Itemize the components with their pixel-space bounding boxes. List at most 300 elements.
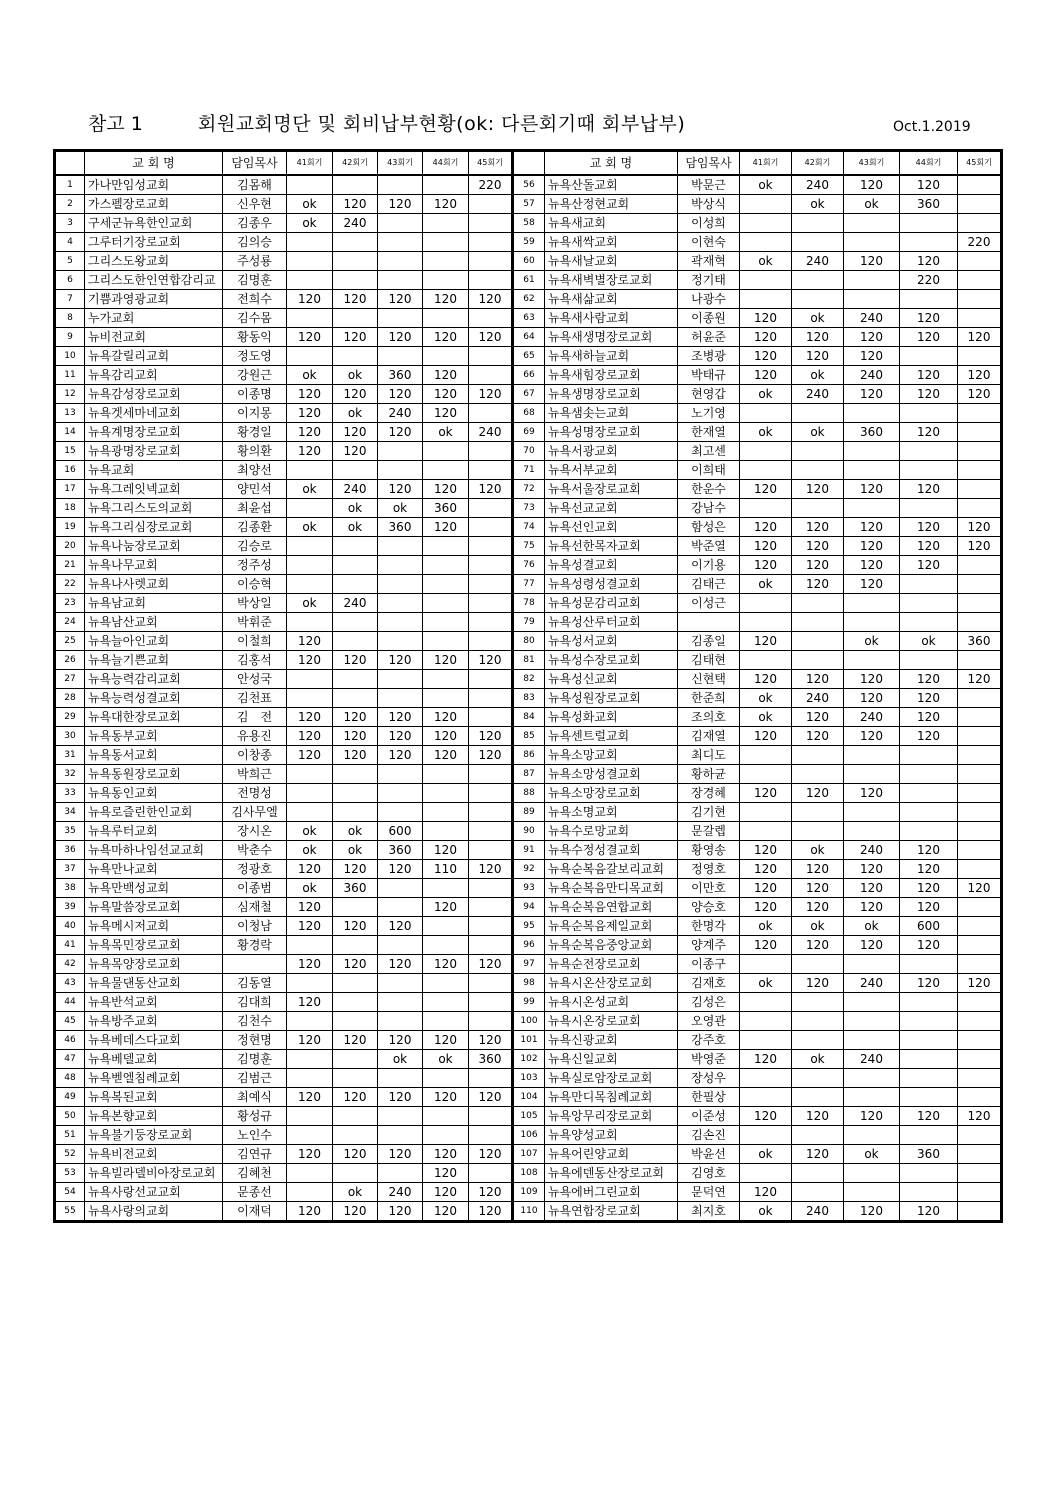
session-41-cell: 120	[287, 708, 333, 727]
session-44-cell: 120	[900, 727, 958, 746]
session-42-cell: 120	[792, 898, 844, 917]
session-41-cell: ok	[740, 575, 792, 594]
session-44-cell: 120	[900, 708, 958, 727]
number-cell: 25	[55, 632, 85, 651]
session-44-cell	[900, 499, 958, 518]
pastor-cell: 심재철	[223, 898, 287, 917]
session-41-cell	[740, 442, 792, 461]
session-41-cell	[287, 1107, 333, 1126]
number-cell: 76	[513, 556, 545, 575]
table-row	[55, 860, 1002, 879]
session-45-cell	[958, 993, 1002, 1012]
session-44-cell: 120	[900, 328, 958, 347]
session-44-cell	[423, 461, 469, 480]
pastor-cell: 황하균	[678, 765, 740, 784]
session-45-cell	[469, 252, 513, 271]
session-42-cell	[792, 993, 844, 1012]
session-42-cell: 240	[333, 214, 378, 233]
session-45-cell: 120	[469, 860, 513, 879]
column-header: 41회기	[740, 151, 792, 176]
session-44-cell: 120	[423, 518, 469, 537]
session-44-cell: 120	[900, 385, 958, 404]
table-row	[55, 784, 1002, 803]
pastor-cell: 장시온	[223, 822, 287, 841]
session-44-cell	[900, 1088, 958, 1107]
session-43-cell	[844, 803, 900, 822]
number-cell: 73	[513, 499, 545, 518]
number-cell: 57	[513, 195, 545, 214]
session-42-cell	[792, 1164, 844, 1183]
session-43-cell	[844, 271, 900, 290]
church-name-cell: 뉴욕산돌교회	[545, 175, 678, 195]
table-row	[55, 727, 1002, 746]
church-name-cell: 뉴욕새생명장로교회	[545, 328, 678, 347]
church-name-cell: 뉴욕센트럴교회	[545, 727, 678, 746]
session-43-cell: 120	[844, 670, 900, 689]
pastor-cell: 김수몸	[223, 309, 287, 328]
pastor-cell: 정영호	[678, 860, 740, 879]
session-45-cell	[958, 290, 1002, 309]
church-name-cell: 뉴욕동부교회	[85, 727, 223, 746]
session-44-cell: 120	[423, 1031, 469, 1050]
document-date: Oct.1.2019	[893, 119, 971, 135]
pastor-cell: 이성희	[678, 214, 740, 233]
church-name-cell: 뉴욕소망교회	[545, 746, 678, 765]
session-41-cell: 120	[287, 1145, 333, 1164]
number-cell: 44	[55, 993, 85, 1012]
table-row	[55, 1031, 1002, 1050]
session-45-cell	[469, 442, 513, 461]
pastor-cell	[678, 613, 740, 632]
church-name-cell: 뉴욕에버그린교회	[545, 1183, 678, 1202]
table-row	[55, 917, 1002, 936]
church-name-cell: 뉴욕물댄동산교회	[85, 974, 223, 993]
session-42-cell	[333, 233, 378, 252]
session-42-cell	[792, 746, 844, 765]
session-45-cell: 120	[469, 1088, 513, 1107]
pastor-cell: 이현숙	[678, 233, 740, 252]
church-name-cell: 뉴욕새벽별장로교회	[545, 271, 678, 290]
number-cell: 13	[55, 404, 85, 423]
table-row	[55, 556, 1002, 575]
number-cell: 48	[55, 1069, 85, 1088]
session-42-cell	[792, 632, 844, 651]
session-44-cell	[900, 1012, 958, 1031]
session-43-cell: 120	[378, 328, 423, 347]
church-name-cell: 뉴욕성신교회	[545, 670, 678, 689]
number-cell: 6	[55, 271, 85, 290]
session-42-cell	[792, 1126, 844, 1145]
number-cell: 50	[55, 1107, 85, 1126]
session-41-cell: ok	[287, 841, 333, 860]
column-header	[513, 151, 545, 176]
session-42-cell: ok	[792, 423, 844, 442]
session-42-cell: 120	[333, 746, 378, 765]
session-43-cell: 240	[844, 974, 900, 993]
session-45-cell	[469, 708, 513, 727]
session-42-cell	[333, 1069, 378, 1088]
session-41-cell	[287, 252, 333, 271]
session-45-cell: 120	[958, 385, 1002, 404]
session-43-cell: 120	[378, 385, 423, 404]
church-name-cell: 뉴욕만나교회	[85, 860, 223, 879]
session-45-cell	[958, 784, 1002, 803]
number-cell: 43	[55, 974, 85, 993]
pastor-cell: 박희근	[223, 765, 287, 784]
pastor-cell: 박준열	[678, 537, 740, 556]
church-name-cell: 뉴욕서부교회	[545, 461, 678, 480]
pastor-cell: 박휘준	[223, 613, 287, 632]
session-42-cell	[333, 613, 378, 632]
church-name-cell: 뉴욕성명장로교회	[545, 423, 678, 442]
session-44-cell	[900, 461, 958, 480]
pastor-cell: 강원근	[223, 366, 287, 385]
session-42-cell	[333, 670, 378, 689]
session-41-cell: 120	[287, 1202, 333, 1222]
number-cell: 42	[55, 955, 85, 974]
session-43-cell	[378, 632, 423, 651]
church-name-cell: 뉴욕마하나임선교교회	[85, 841, 223, 860]
church-name-cell: 뉴욕연합장로교회	[545, 1202, 678, 1222]
table-row	[55, 328, 1002, 347]
number-cell: 14	[55, 423, 85, 442]
church-name-cell: 뉴욕선교교회	[545, 499, 678, 518]
session-42-cell	[333, 784, 378, 803]
session-45-cell	[958, 271, 1002, 290]
session-45-cell	[469, 214, 513, 233]
session-44-cell: 120	[423, 746, 469, 765]
church-name-cell: 뉴욕본향교회	[85, 1107, 223, 1126]
session-44-cell	[423, 252, 469, 271]
session-44-cell	[900, 1183, 958, 1202]
pastor-cell: 장성우	[678, 1069, 740, 1088]
church-name-cell: 뉴욕교회	[85, 461, 223, 480]
session-42-cell	[333, 309, 378, 328]
church-name-cell: 뉴욕만디목침례교회	[545, 1088, 678, 1107]
pastor-cell: 이종구	[678, 955, 740, 974]
session-43-cell: 120	[378, 917, 423, 936]
session-41-cell	[740, 404, 792, 423]
session-45-cell	[958, 917, 1002, 936]
session-42-cell: 120	[792, 974, 844, 993]
column-header: 44회기	[900, 151, 958, 176]
session-41-cell: 120	[287, 404, 333, 423]
number-cell: 101	[513, 1031, 545, 1050]
session-43-cell: 120	[378, 746, 423, 765]
session-43-cell	[378, 613, 423, 632]
number-cell: 94	[513, 898, 545, 917]
session-43-cell: 120	[844, 385, 900, 404]
church-name-cell: 뉴욕서광교회	[545, 442, 678, 461]
pastor-cell: 김종일	[678, 632, 740, 651]
pastor-cell: 유용진	[223, 727, 287, 746]
session-45-cell	[469, 1164, 513, 1183]
session-41-cell	[287, 271, 333, 290]
session-42-cell	[792, 613, 844, 632]
session-42-cell: 120	[792, 670, 844, 689]
church-name-cell: 뉴욕능력감리교회	[85, 670, 223, 689]
session-45-cell	[958, 898, 1002, 917]
session-45-cell: 120	[958, 366, 1002, 385]
session-42-cell: 120	[792, 860, 844, 879]
session-44-cell: 120	[900, 537, 958, 556]
session-41-cell: ok	[287, 879, 333, 898]
session-43-cell: ok	[378, 499, 423, 518]
session-44-cell: 110	[423, 860, 469, 879]
table-row	[55, 385, 1002, 404]
session-45-cell: 120	[469, 727, 513, 746]
session-45-cell	[958, 860, 1002, 879]
session-42-cell: 120	[333, 195, 378, 214]
table-row	[55, 499, 1002, 518]
number-cell: 27	[55, 670, 85, 689]
church-name-cell: 뉴욕불기둥장로교회	[85, 1126, 223, 1145]
session-42-cell: 240	[792, 1202, 844, 1222]
pastor-cell: 김명훈	[223, 271, 287, 290]
pastor-cell: 김성은	[678, 993, 740, 1012]
column-header: 담임목사	[223, 151, 287, 176]
session-43-cell: 120	[378, 195, 423, 214]
session-44-cell: 120	[423, 1202, 469, 1222]
session-44-cell: 120	[423, 385, 469, 404]
session-45-cell	[469, 461, 513, 480]
pastor-cell: 정주성	[223, 556, 287, 575]
session-41-cell: 120	[287, 651, 333, 670]
session-44-cell	[423, 784, 469, 803]
number-cell: 18	[55, 499, 85, 518]
pastor-cell: 곽재혁	[678, 252, 740, 271]
pastor-cell: 전명성	[223, 784, 287, 803]
session-45-cell	[958, 309, 1002, 328]
number-cell: 5	[55, 252, 85, 271]
pastor-cell: 한필상	[678, 1088, 740, 1107]
column-header: 43회기	[844, 151, 900, 176]
session-42-cell	[792, 803, 844, 822]
session-42-cell: 120	[333, 727, 378, 746]
session-43-cell	[378, 1164, 423, 1183]
session-43-cell	[844, 955, 900, 974]
pastor-cell: 양계주	[678, 936, 740, 955]
session-45-cell	[469, 594, 513, 613]
column-header: 45회기	[469, 151, 513, 176]
session-41-cell	[287, 1164, 333, 1183]
table-row	[55, 765, 1002, 784]
pastor-cell: 한준희	[678, 689, 740, 708]
session-41-cell: ok	[740, 175, 792, 195]
session-43-cell: 120	[844, 1202, 900, 1222]
table-row	[55, 689, 1002, 708]
pastor-cell: 이준성	[678, 1107, 740, 1126]
session-45-cell	[958, 423, 1002, 442]
session-42-cell	[792, 594, 844, 613]
number-cell: 107	[513, 1145, 545, 1164]
number-cell: 4	[55, 233, 85, 252]
church-name-cell: 뉴욕선한목자교회	[545, 537, 678, 556]
session-41-cell: 120	[740, 309, 792, 328]
number-cell: 8	[55, 309, 85, 328]
pastor-cell: 박윤선	[678, 1145, 740, 1164]
church-name-cell: 뉴욕나눔장로교회	[85, 537, 223, 556]
session-41-cell: ok	[740, 708, 792, 727]
session-45-cell	[958, 175, 1002, 195]
session-43-cell: 120	[844, 936, 900, 955]
session-41-cell: 120	[740, 727, 792, 746]
pastor-cell: 양승호	[678, 898, 740, 917]
pastor-cell: 박춘수	[223, 841, 287, 860]
session-42-cell: 240	[333, 480, 378, 499]
church-name-cell: 뉴욕소명교회	[545, 803, 678, 822]
session-44-cell	[900, 651, 958, 670]
document-title: 회원교회명단 및 회비납부현황(ok: 다른회기때 회부납부)	[198, 113, 686, 135]
table-row	[55, 252, 1002, 271]
session-41-cell	[740, 613, 792, 632]
pastor-cell: 이기용	[678, 556, 740, 575]
church-name-cell: 뉴욕순복음연합교회	[545, 898, 678, 917]
table-row	[55, 309, 1002, 328]
table-row	[55, 461, 1002, 480]
session-43-cell	[378, 252, 423, 271]
session-42-cell	[333, 632, 378, 651]
church-name-cell: 뉴비전교회	[85, 328, 223, 347]
session-42-cell: 120	[792, 936, 844, 955]
session-43-cell: 120	[844, 252, 900, 271]
pastor-cell	[223, 955, 287, 974]
session-43-cell	[844, 290, 900, 309]
table-row	[55, 841, 1002, 860]
session-45-cell	[469, 670, 513, 689]
pastor-cell: 강주호	[678, 1031, 740, 1050]
session-42-cell	[333, 689, 378, 708]
table-row	[55, 537, 1002, 556]
session-45-cell: 120	[958, 670, 1002, 689]
session-45-cell	[958, 480, 1002, 499]
pastor-cell: 김천표	[223, 689, 287, 708]
church-name-cell: 뉴욕목민장로교회	[85, 936, 223, 955]
member-church-table	[53, 149, 1003, 1223]
session-43-cell: 240	[378, 1183, 423, 1202]
session-41-cell	[740, 195, 792, 214]
pastor-cell: 이성근	[678, 594, 740, 613]
session-42-cell	[333, 974, 378, 993]
session-42-cell	[792, 271, 844, 290]
session-44-cell	[423, 803, 469, 822]
session-41-cell	[287, 936, 333, 955]
session-41-cell: 120	[740, 784, 792, 803]
session-43-cell	[378, 936, 423, 955]
session-44-cell	[423, 879, 469, 898]
session-45-cell	[469, 575, 513, 594]
session-44-cell: 120	[423, 1145, 469, 1164]
session-41-cell: 120	[287, 955, 333, 974]
church-name-cell: 뉴욕신광교회	[545, 1031, 678, 1050]
pastor-cell: 현영갑	[678, 385, 740, 404]
session-44-cell	[900, 955, 958, 974]
session-44-cell: 120	[900, 366, 958, 385]
session-43-cell	[378, 556, 423, 575]
number-cell: 78	[513, 594, 545, 613]
pastor-cell: 황의환	[223, 442, 287, 461]
session-41-cell	[287, 1126, 333, 1145]
session-44-cell	[423, 556, 469, 575]
table-row	[55, 651, 1002, 670]
session-45-cell	[958, 765, 1002, 784]
session-43-cell	[378, 347, 423, 366]
session-45-cell	[469, 898, 513, 917]
number-cell: 63	[513, 309, 545, 328]
table-row	[55, 214, 1002, 233]
session-43-cell: 240	[844, 1050, 900, 1069]
session-42-cell	[792, 461, 844, 480]
church-name-cell: 뉴욕새삶교회	[545, 290, 678, 309]
session-41-cell	[740, 1031, 792, 1050]
session-45-cell	[469, 309, 513, 328]
session-45-cell	[469, 879, 513, 898]
pastor-cell: 최디도	[678, 746, 740, 765]
pastor-cell: 김동열	[223, 974, 287, 993]
session-43-cell	[378, 803, 423, 822]
session-42-cell: 120	[333, 1031, 378, 1050]
session-44-cell	[423, 613, 469, 632]
session-41-cell: 120	[740, 366, 792, 385]
session-42-cell: 240	[792, 385, 844, 404]
session-43-cell	[378, 784, 423, 803]
session-42-cell: 360	[333, 879, 378, 898]
pastor-cell: 최예식	[223, 1088, 287, 1107]
session-45-cell: 120	[958, 974, 1002, 993]
session-43-cell: 120	[844, 784, 900, 803]
number-cell: 103	[513, 1069, 545, 1088]
session-44-cell: 120	[900, 1202, 958, 1222]
session-42-cell	[333, 252, 378, 271]
session-45-cell	[958, 1031, 1002, 1050]
session-45-cell	[469, 993, 513, 1012]
church-name-cell: 뉴욕새하늘교회	[545, 347, 678, 366]
session-44-cell	[900, 442, 958, 461]
number-cell: 61	[513, 271, 545, 290]
session-45-cell	[958, 708, 1002, 727]
session-45-cell	[469, 404, 513, 423]
church-name-cell: 그루터기장로교회	[85, 233, 223, 252]
pastor-cell: 김영호	[678, 1164, 740, 1183]
session-42-cell	[792, 1031, 844, 1050]
church-name-cell: 그리스도한인연합감리교	[85, 271, 223, 290]
session-41-cell: ok	[740, 974, 792, 993]
session-44-cell	[900, 214, 958, 233]
session-44-cell: 120	[900, 518, 958, 537]
session-44-cell	[423, 537, 469, 556]
session-45-cell: 120	[958, 518, 1002, 537]
table-row	[55, 423, 1002, 442]
session-43-cell: 120	[844, 689, 900, 708]
church-name-cell: 구세군뉴욕한인교회	[85, 214, 223, 233]
reference-label: 참고 1	[88, 113, 143, 135]
pastor-cell: 황성규	[223, 1107, 287, 1126]
session-43-cell: 120	[378, 1031, 423, 1050]
session-42-cell: ok	[333, 822, 378, 841]
pastor-cell: 김연규	[223, 1145, 287, 1164]
session-41-cell: 120	[740, 328, 792, 347]
session-43-cell	[844, 404, 900, 423]
session-42-cell: 120	[792, 556, 844, 575]
pastor-cell: 김명훈	[223, 1050, 287, 1069]
column-header: 43회기	[378, 151, 423, 176]
table-row	[55, 1050, 1002, 1069]
session-43-cell: ok	[844, 1145, 900, 1164]
session-41-cell: ok	[740, 252, 792, 271]
session-44-cell: 120	[900, 556, 958, 575]
number-cell: 26	[55, 651, 85, 670]
session-42-cell	[333, 1050, 378, 1069]
